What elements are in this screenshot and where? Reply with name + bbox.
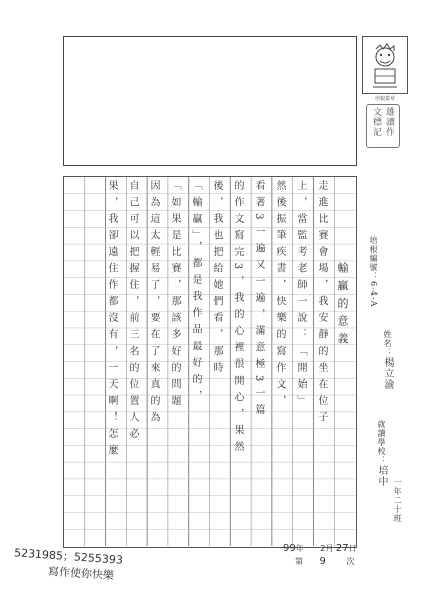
stamp-caption: 培根蓋章 [374, 96, 395, 102]
seal-stamp [366, 104, 400, 148]
student-school [374, 420, 389, 540]
date-year-unit: 年 [295, 544, 304, 553]
issue-number: 9 [319, 556, 326, 567]
student-grade: 一年二十班 [393, 478, 402, 523]
essay-title: 輸贏的意義 [336, 262, 349, 350]
date-year: 99 [283, 543, 296, 554]
essay-column: 後，我也把給她們看，那時 [211, 180, 222, 379]
serial-number: 5231985；5255393 [13, 546, 124, 567]
essay-column: 果，我卻遠住作都沒有，一天啊！怎麼 [106, 180, 117, 462]
date-month: 2 [320, 544, 326, 553]
student-name-value: 楊立渝 [382, 357, 393, 390]
essay-column: 「如果是比賽，那該多好的問題 [169, 180, 180, 412]
school-value: 培中 [376, 465, 387, 487]
seal-text: 雄讀作文標記 [371, 107, 394, 137]
student-name-label: 姓名： [383, 330, 392, 357]
teacher-comment-box [63, 36, 357, 166]
student-id-value: 6-4-A [369, 281, 378, 308]
slogan: 寫作使你快樂 [47, 564, 115, 583]
issue-prefix: 第 [295, 557, 303, 566]
date-month-unit: 月 [325, 544, 334, 553]
student-id [368, 236, 379, 376]
essay-column: 「輸贏」，都是我作品最好的， [190, 180, 201, 407]
student-name [380, 330, 395, 400]
essay-column: 上，當監考老師一說：「開始」 [295, 180, 306, 412]
essay-column: 自己可以把握住，前三名的位置人必 [127, 180, 138, 445]
stamp-box [362, 36, 408, 94]
essay-column: 看著3一遍又一遍，滿意極3一篇 [253, 180, 264, 421]
issue-line [295, 556, 354, 567]
school-label: 就讀學校： [377, 420, 386, 465]
date-day-unit: 日 [348, 544, 357, 553]
mascot-stamp-icon [363, 37, 407, 93]
essay-column: 因為這太輕易了，要在了來真的為 [148, 180, 159, 429]
essay-column: 走進比賽會場，我安靜的坐在位子 [316, 180, 327, 429]
date-day: 27 [335, 543, 349, 554]
essay-column: 然後振筆疾書，快樂的寫作文， [274, 180, 285, 412]
essay-column: 的作文寫完3，我的心裡很開心，果然 [232, 180, 243, 458]
student-id-label: 培根編號： [369, 236, 378, 281]
date-line [283, 543, 357, 554]
issue-unit: 次 [346, 557, 355, 566]
